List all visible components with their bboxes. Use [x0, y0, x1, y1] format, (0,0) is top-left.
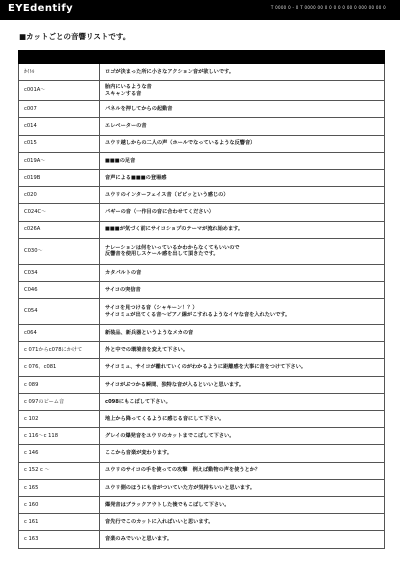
sound-description-cell: 音先行でこのカットに入ればいいと思います。	[100, 514, 385, 531]
sound-description-cell: ユウリのインターフェイス音（ピピッという感じの）	[100, 187, 385, 204]
sound-description-cell: 胎内にいるような音 スキャンする音	[100, 81, 385, 101]
sound-description-cell: ユウリ越しからの二人の声（ホールでなっているような反響音）	[100, 135, 385, 152]
cut-number-cell: c 163	[19, 531, 100, 548]
sound-description-cell: パギーの音（一作目の音に合わせてください）	[100, 204, 385, 221]
sound-description-cell: ユウリ側のほうにも音がついていた方が気持ちいいと思います。	[100, 479, 385, 496]
sound-description-cell: ■■■が気づく前にサイコショプのテーマが流れ始めます。	[100, 221, 385, 238]
table-row	[19, 496, 385, 513]
brand-logo: EYEdentify	[8, 3, 74, 14]
sound-description-cell: サイコの突信音	[100, 281, 385, 298]
sound-description-cell: ここから音楽が変わります。	[100, 445, 385, 462]
table-row	[19, 135, 385, 152]
table-row	[19, 531, 385, 548]
cut-number-cell: c001A～	[19, 81, 100, 101]
sound-description-cell: 外と中での環境音を変えて下さい。	[100, 342, 385, 359]
cut-number-cell: C024C～	[19, 204, 100, 221]
sound-description-cell: 音楽のみでいいと思います。	[100, 531, 385, 548]
cut-number-cell: c064	[19, 325, 100, 342]
table-row	[19, 376, 385, 393]
sound-description-cell: ■■■の足音	[100, 152, 385, 169]
cut-number-cell: c 160	[19, 496, 100, 513]
cut-number-cell: c 152 c ～	[19, 462, 100, 479]
cut-number-cell: c014	[19, 118, 100, 135]
cut-number-cell: C046	[19, 281, 100, 298]
cut-number-cell: c 076、c081	[19, 359, 100, 376]
sound-description-cell: サイコを見つける音（シャキーン！？） サイコミュが出てくる音～ピアノ線がこすれるようなイヤな音を入れたいです。	[100, 299, 385, 325]
sound-description-cell: エレベーターの音	[100, 118, 385, 135]
sound-description-cell: c098にもこぼして下さい。	[100, 393, 385, 410]
cut-number-cell: C054	[19, 299, 100, 325]
header-bar	[0, 0, 400, 20]
sound-list-table	[18, 50, 385, 549]
cut-number-cell: c007	[19, 101, 100, 118]
sound-description-cell: サイコがぶつかる瞬間、独特な音が入るといいと思います。	[100, 376, 385, 393]
sound-description-cell: サイコミュ、サイコが離れていくのがわかるように距離感を大事に音をつけて下さい。	[100, 359, 385, 376]
cut-number-cell: c 097のビーム音	[19, 393, 100, 410]
table-row	[19, 462, 385, 479]
table-row	[19, 118, 385, 135]
sound-description-cell: ナレーションは何をいっているかわからなくてもいいので 反響音を使用しスケール感を出して頂きたです。	[100, 238, 385, 264]
cut-number-cell: c 089	[19, 376, 100, 393]
cut-number-cell: C034	[19, 264, 100, 281]
table-row	[19, 169, 385, 186]
table-row	[19, 411, 385, 428]
cut-number-cell: c015	[19, 135, 100, 152]
sound-description-cell: 地上から降ってくるように感じる音にして下さい。	[100, 411, 385, 428]
table-row	[19, 187, 385, 204]
table-row	[19, 514, 385, 531]
header-meta-text: T 0000 0 - 0 T 0000 00 0 0 0 0 0 00 0 000 00 00 0	[270, 5, 386, 10]
sound-description-cell: ユウリのサイコの手を使っての攻撃 例えば動物の声を使うとか？	[100, 462, 385, 479]
cut-number-cell: c 146	[19, 445, 100, 462]
sound-description-cell: 爆発音はブラックアウトした後でもこぼして下さい。	[100, 496, 385, 513]
table-row	[19, 281, 385, 298]
cut-number-cell: c 116～c 118	[19, 428, 100, 445]
cut-number-cell: c019A～	[19, 152, 100, 169]
sound-description-cell: ロゴが決まった所に小さなアクション音が欲しいです。	[100, 64, 385, 81]
sound-description-cell: 新装品、新兵器というようなメカの音	[100, 325, 385, 342]
table-row	[19, 101, 385, 118]
sound-description-cell: 音声による■■■の登場感	[100, 169, 385, 186]
cut-number-cell: c 165	[19, 479, 100, 496]
table-row	[19, 342, 385, 359]
table-row	[19, 238, 385, 264]
table-row	[19, 445, 385, 462]
cut-number-cell: c026A	[19, 221, 100, 238]
cut-number-cell: c 102	[19, 411, 100, 428]
cut-number-cell: c019B	[19, 169, 100, 186]
cut-number-cell: c020	[19, 187, 100, 204]
table-row	[19, 428, 385, 445]
cut-number-cell: c 071からc078にかけて	[19, 342, 100, 359]
cut-number-cell: C030～	[19, 238, 100, 264]
table-row	[19, 393, 385, 410]
table-row	[19, 479, 385, 496]
page-heading: ■カットごとの音響リストです。	[19, 32, 131, 41]
table-row	[19, 299, 385, 325]
table-row	[19, 204, 385, 221]
table-row	[19, 81, 385, 101]
sound-description-cell: パネルを押してからの起動音	[100, 101, 385, 118]
table-header-cell	[100, 51, 385, 64]
sound-description-cell: グレイの爆発音をユウリのカットまでこぼして下さい。	[100, 428, 385, 445]
sound-description-cell: カタパルトの音	[100, 264, 385, 281]
table-row	[19, 64, 385, 81]
table-row	[19, 264, 385, 281]
table-row	[19, 221, 385, 238]
cut-number-cell: ｶｲﾄﾙ	[19, 64, 100, 81]
table-row	[19, 325, 385, 342]
cut-number-cell: c 161	[19, 514, 100, 531]
table-header-cell	[19, 51, 100, 64]
table-header-row	[19, 51, 385, 64]
table-row	[19, 152, 385, 169]
table-row	[19, 359, 385, 376]
